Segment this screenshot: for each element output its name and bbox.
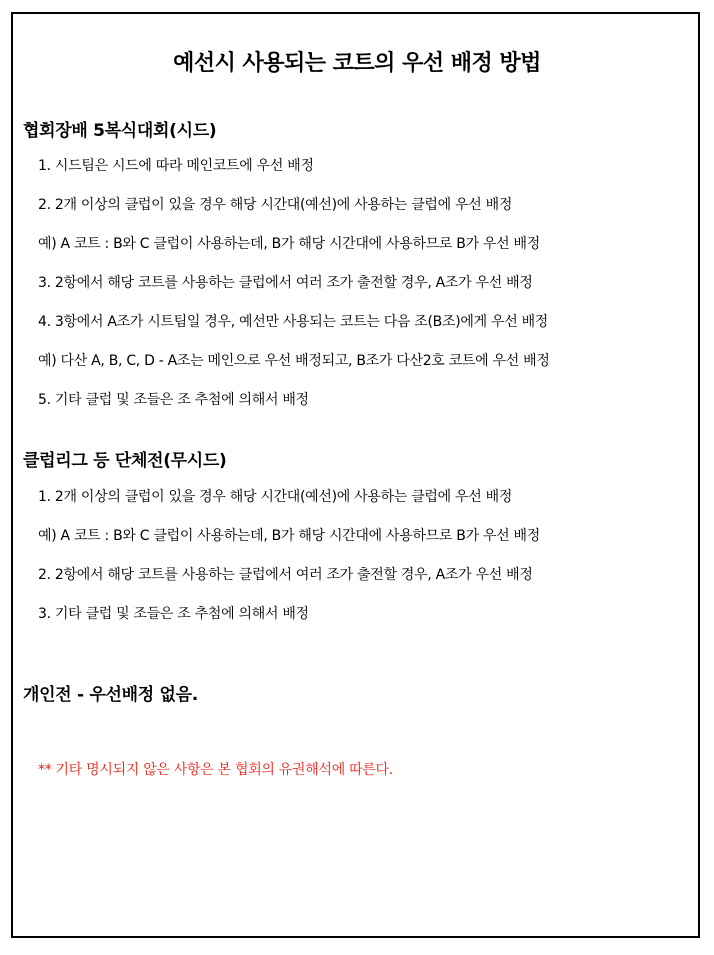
list-item-example: 예) A 코트 : B와 C 클럽이 사용하는데, B가 해당 시간대에 사용하므로 B가 우선 배정 [38, 236, 540, 252]
section-heading-unseeded: 클럽리그 등 단체전(무시드) [23, 451, 227, 471]
list-item-example: 예) 다산 A, B, C, D - A조는 메인으로 우선 배정되고, B조가 다산2호 코트에 우선 배정 [38, 353, 550, 369]
document-frame [11, 12, 700, 938]
list-item: 1. 2개 이상의 클럽이 있을 경우 해당 시간대(예선)에 사용하는 클럽에 우선 배정 [38, 489, 513, 505]
list-item: 1. 시드팀은 시드에 따라 메인코트에 우선 배정 [38, 158, 314, 174]
list-item: 3. 기타 클럽 및 조들은 조 추첨에 의해서 배정 [38, 606, 309, 622]
list-item-example: 예) A 코트 : B와 C 클럽이 사용하는데, B가 해당 시간대에 사용하므로 B가 우선 배정 [38, 528, 540, 544]
list-item: 2. 2항에서 해당 코트를 사용하는 클럽에서 여러 조가 출전할 경우, A조가 우선 배정 [38, 567, 533, 583]
list-item: 4. 3항에서 A조가 시트팀일 경우, 예선만 사용되는 코트는 다음 조(B조)에게 우선 배정 [38, 314, 549, 330]
footnote: ** 기타 명시되지 않은 사항은 본 협회의 유권해석에 따른다. [38, 762, 393, 778]
section-heading-individual: 개인전 - 우선배정 없음. [23, 685, 198, 705]
list-item: 3. 2항에서 해당 코트를 사용하는 클럽에서 여러 조가 출전할 경우, A조가 우선 배정 [38, 275, 533, 291]
page-title: 예선시 사용되는 코트의 우선 배정 방법 [173, 51, 541, 76]
list-item: 2. 2개 이상의 클럽이 있을 경우 해당 시간대(예선)에 사용하는 클럽에 우선 배정 [38, 197, 513, 213]
section-heading-seeded: 협회장배 5복식대회(시드) [23, 121, 217, 141]
list-item: 5. 기타 클럽 및 조들은 조 추첨에 의해서 배정 [38, 392, 309, 408]
